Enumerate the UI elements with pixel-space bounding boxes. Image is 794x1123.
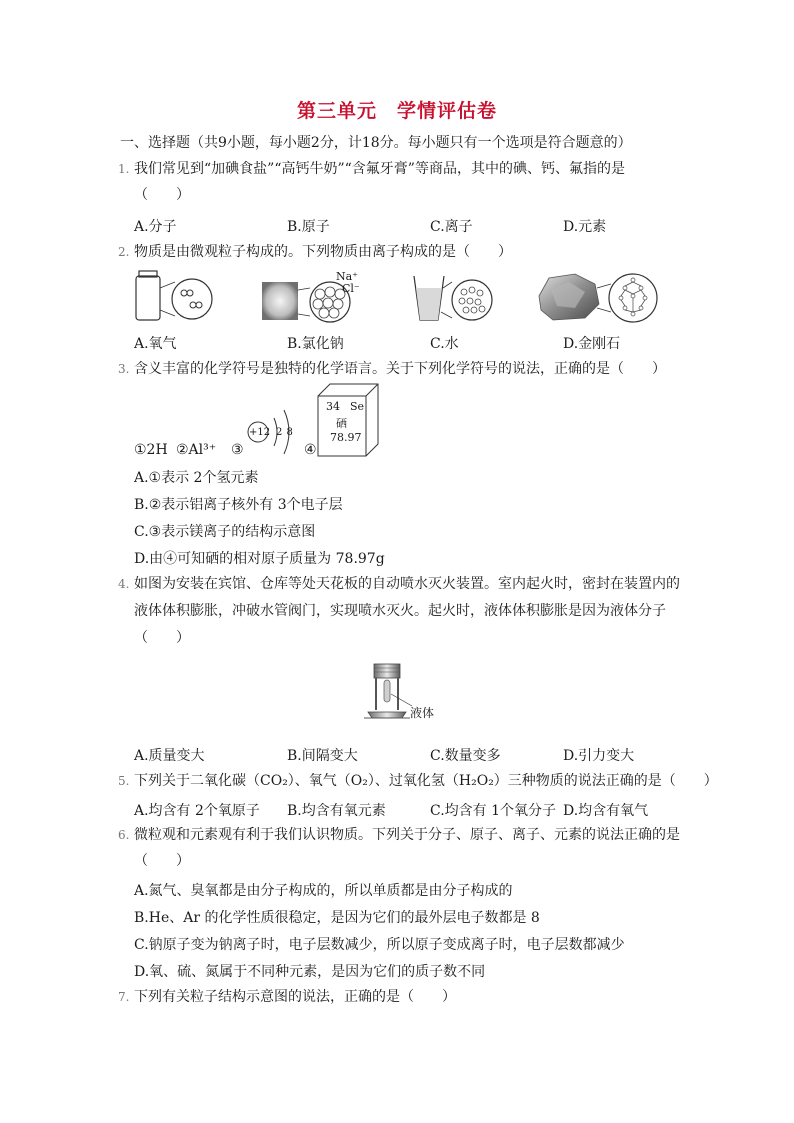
element-number: 34 bbox=[326, 400, 340, 413]
sodium-ion-label: Na⁺ bbox=[336, 270, 358, 283]
question-3-option-d: D.由④可知硒的相对原子质量为 78.97g bbox=[134, 551, 385, 567]
question-7-line-1: 下列有关粒子结构示意图的说法，正确的是（ ） bbox=[134, 989, 456, 1005]
diamond-figure bbox=[535, 266, 660, 328]
question-2-option-b: B.氯化钠 bbox=[287, 336, 344, 352]
question-4-option-a: A.质量变大 bbox=[134, 748, 205, 764]
question-number: 4. bbox=[118, 577, 130, 591]
question-5-option-b: B.均含有氧元素 bbox=[287, 803, 386, 819]
question-2-line-1: 物质是由微观粒子构成的。下列物质由离子构成的是（ ） bbox=[134, 244, 512, 260]
element-name: 硒 bbox=[336, 417, 347, 430]
question-6-option-a: A.氮气、臭氧都是由分子构成的，所以单质都是由分子构成的 bbox=[134, 883, 513, 899]
question-2-option-c: C.水 bbox=[430, 336, 459, 352]
question-6-line-1: 微粒观和元素观有利于我们认识物质。下列关于分子、原子、离子、元素的说法正确的是 bbox=[134, 827, 680, 843]
water-glass-figure bbox=[410, 268, 510, 328]
question-1-option-c: C.离子 bbox=[430, 219, 473, 235]
question-3-line-1: 含义丰富的化学符号是独特的化学语言。关于下列化学符号的说法，正确的是（ ） bbox=[134, 361, 666, 377]
question-4-line-2: 液体体积膨胀，冲破水管阀门，实现喷水灭火。起火时，液体体积膨胀是因为液体分子 bbox=[134, 603, 666, 619]
question-6-option-b: B.He、Ar 的化学性质很稳定，是因为它们的最外层电子数都是 8 bbox=[134, 910, 540, 926]
question-4-option-b: B.间隔变大 bbox=[287, 748, 358, 764]
question-5-option-d: D.均含有氧气 bbox=[563, 803, 649, 819]
question-number: 6. bbox=[118, 828, 130, 842]
question-1-option-a: A.分子 bbox=[134, 219, 177, 235]
question-4-line-3: （ ） bbox=[134, 630, 190, 646]
symbol-3: ③ bbox=[231, 442, 244, 458]
question-5-option-c: C.均含有 1个氧分子 bbox=[430, 803, 557, 819]
nucleus-charge-label: +12 bbox=[249, 427, 271, 438]
question-number: 5. bbox=[118, 774, 130, 788]
element-card-frame bbox=[316, 382, 380, 458]
element-symbol: Se bbox=[350, 400, 365, 413]
question-6-option-c: C.钠原子变为钠离子时，电子层数减少，所以原子变成离子时，电子层数都减少 bbox=[134, 937, 625, 953]
question-1-line-1: 我们常见到“加碘食盐”“高钙牛奶”“含氟牙膏”等商品，其中的碘、钙、氟指的是 bbox=[134, 161, 625, 177]
element-mass: 78.97 bbox=[330, 431, 362, 444]
symbol-4: ④ bbox=[304, 442, 317, 458]
symbol-2: ②Al³⁺ bbox=[176, 442, 217, 458]
question-1-line-2: （ ） bbox=[134, 187, 190, 203]
question-4-option-c: C.数量变多 bbox=[430, 748, 501, 764]
section-heading: 一、选择题（共9小题，每小题2分，计18分。每小题只有一个选项是符合题意的） bbox=[120, 135, 632, 151]
question-2-option-a: A.氧气 bbox=[134, 336, 177, 352]
liquid-label: 液体 bbox=[410, 706, 435, 720]
question-6-line-2: （ ） bbox=[134, 853, 190, 869]
question-5-option-a: A.均含有 2个氧原子 bbox=[134, 803, 260, 819]
question-1-option-d: D.元素 bbox=[563, 219, 607, 235]
question-3-option-c: C.③表示镁离子的结构示意图 bbox=[134, 524, 316, 540]
question-3-option-b: B.②表示铝离子核外有 3个电子层 bbox=[134, 497, 343, 513]
question-5-line-1: 下列关于二氧化碳（CO₂）、氧气（O₂）、过氧化氢（H₂O₂）三种物质的说法正确的是（ ） bbox=[134, 773, 718, 789]
question-4-option-d: D.引力变大 bbox=[563, 748, 635, 764]
question-4-line-1: 如图为安装在宾馆、仓库等处天花板的自动喷水灭火装置。室内起火时，密封在装置内的 bbox=[134, 576, 680, 592]
question-1-option-b: B.原子 bbox=[287, 219, 330, 235]
symbol-1: ①2H bbox=[134, 442, 168, 458]
question-2-option-d: D.金刚石 bbox=[563, 336, 621, 352]
question-3-option-a: A.①表示 2个氢元素 bbox=[134, 470, 259, 486]
page-title: 第三单元 学情评估卷 bbox=[296, 100, 497, 122]
question-number: 2. bbox=[118, 245, 130, 259]
question-number: 1. bbox=[118, 162, 130, 176]
chloride-ion-label: Cl⁻ bbox=[342, 282, 360, 295]
sprinkler-figure bbox=[362, 660, 422, 732]
question-6-option-d: D.氧、硫、氮属于不同种元素，是因为它们的质子数不同 bbox=[134, 964, 486, 980]
question-number: 3. bbox=[118, 362, 130, 376]
question-number: 7. bbox=[118, 990, 130, 1004]
electron-shells-label: 2 8 bbox=[276, 427, 293, 438]
oxygen-bottle-figure bbox=[130, 268, 230, 328]
